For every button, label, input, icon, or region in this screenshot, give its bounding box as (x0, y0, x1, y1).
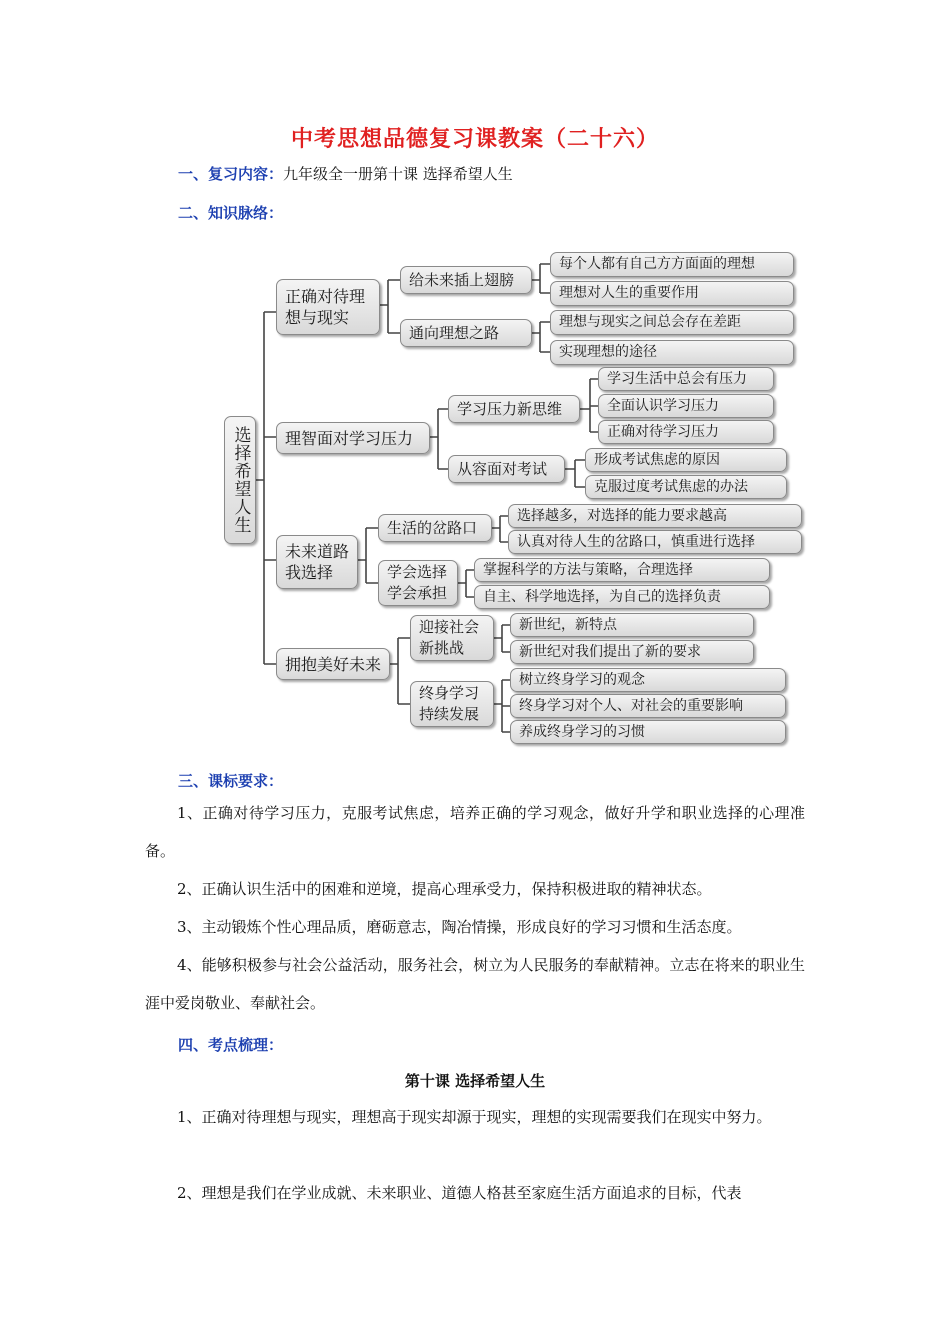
mindmap-node-path: 通向理想之路 (400, 319, 532, 347)
section-standards-label: 三、课标要求： (178, 772, 284, 790)
mindmap-node-crossroad: 生活的岔路口 (378, 514, 492, 542)
lesson-title: 第十课 选择希望人生 (404, 1072, 546, 1090)
mindmap-root: 选择希望人生 (224, 416, 256, 544)
standard-item-3: 3、主动锻炼个性心理品质，磨砺意志，陶冶情操，形成良好的学习习惯和生活态度。 (177, 918, 742, 936)
mindmap-leaf: 全面认识学习压力 (598, 394, 774, 418)
standard-item-2: 2、正确认识生活中的困难和逆境，提高心理承受力，保持积极进取的精神状态。 (177, 880, 712, 898)
mindmap-leaf: 实现理想的途径 (550, 340, 794, 365)
mindmap-leaf: 认真对待人生的岔路口，慎重进行选择 (508, 530, 802, 554)
mindmap-leaf: 克服过度考试焦虑的办法 (585, 475, 787, 499)
mindmap-node-exam: 从容面对考试 (448, 455, 565, 483)
mindmap-branch-future-road: 未来道路我选择 (276, 535, 358, 589)
mindmap-leaf: 自主、科学地选择，为自己的选择负责 (474, 585, 770, 609)
mindmap-leaf: 养成终身学习的习惯 (510, 720, 786, 744)
mindmap-node-challenge: 迎接社会新挑战 (410, 615, 494, 661)
mindmap-branch-ideal-reality: 正确对待理想与现实 (276, 279, 380, 335)
mindmap-branch-embrace-future: 拥抱美好未来 (276, 648, 390, 680)
standard-item-1: 1、正确对待学习压力，克服考试焦虑，培养正确的学习观念，做好升学和职业选择的心理准备。 (145, 804, 805, 860)
mindmap-leaf: 新世纪，新特点 (510, 613, 754, 637)
mindmap-leaf: 新世纪对我们提出了新的要求 (510, 640, 754, 664)
mindmap-node-wings: 给未来插上翅膀 (400, 266, 532, 294)
mindmap-leaf: 形成考试焦虑的原因 (585, 448, 787, 472)
mindmap-branch-study-pressure: 理智面对学习压力 (276, 422, 430, 454)
mindmap-leaf: 理想与现实之间总会存在差距 (550, 310, 794, 335)
mindmap-leaf: 理想对人生的重要作用 (550, 281, 794, 306)
section-review-content (178, 163, 513, 184)
mindmap-node-lifelong: 终身学习持续发展 (410, 681, 494, 727)
mindmap-node-choose-bear: 学会选择学会承担 (378, 560, 458, 606)
section-content: 九年级全一册第十课 选择希望人生 (283, 165, 513, 183)
mindmap-node-new-thinking: 学习压力新思维 (448, 395, 580, 423)
section-exam-points-label: 四、考点梳理： (178, 1036, 284, 1054)
mindmap-leaf: 树立终身学习的观念 (510, 668, 786, 692)
section-knowledge-map-label: 二、知识脉络： (178, 204, 284, 222)
mindmap-leaf: 每个人都有自己方方面面的理想 (550, 252, 794, 277)
exam-point-1: 1、正确对待理想与现实，理想高于现实却源于现实，理想的实现需要我们在现实中努力。 (177, 1108, 772, 1126)
mindmap-leaf: 选择越多，对选择的能力要求越高 (508, 504, 802, 528)
section-label: 一、复习内容： (178, 165, 284, 183)
mindmap-leaf: 掌握科学的方法与策略，合理选择 (474, 558, 770, 582)
standard-item-4: 4、能够积极参与社会公益活动，服务社会，树立为人民服务的奉献精神。立志在将来的职业生涯中爱岗敬业、奉献社会。 (145, 956, 805, 1012)
mindmap-leaf: 终身学习对个人、对社会的重要影响 (510, 694, 786, 718)
exam-point-2: 2、理想是我们在学业成就、未来职业、道德人格甚至家庭生活方面追求的目标，代表 (177, 1184, 742, 1202)
page-title: 中考思想品德复习课教案（二十六） (290, 126, 659, 152)
mindmap-leaf: 正确对待学习压力 (598, 420, 774, 444)
mindmap-leaf: 学习生活中总会有压力 (598, 367, 774, 391)
